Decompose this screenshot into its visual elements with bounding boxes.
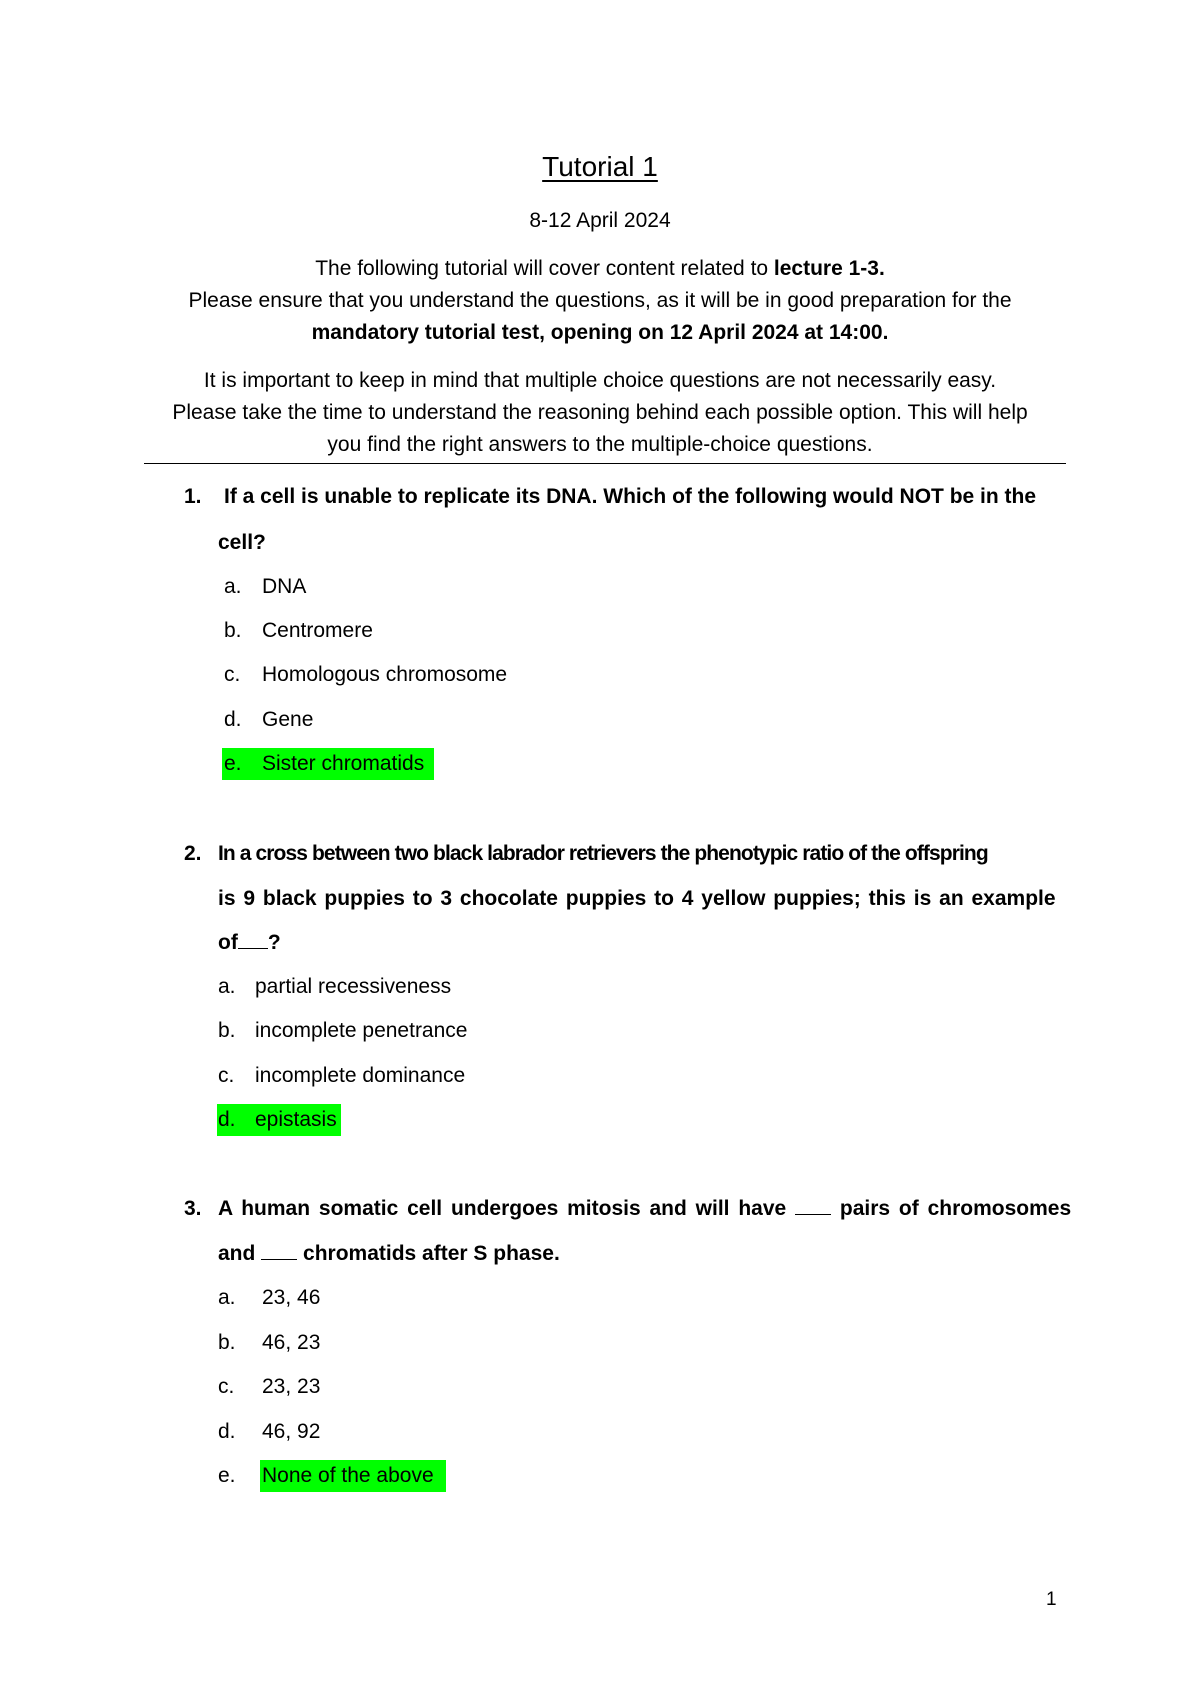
question-2-line-3 xyxy=(218,930,281,956)
question-3-line-1 xyxy=(218,1196,1071,1222)
question-1-line-2: cell? xyxy=(218,531,266,554)
intro-line-1-text: The following tutorial will cover content related to xyxy=(315,257,774,280)
page-number: 1 xyxy=(1046,1589,1057,1610)
title-text: Tutorial 1 xyxy=(542,151,658,182)
question-3-line-1-start: A human somatic cell undergoes mitosis and will have xyxy=(218,1197,787,1220)
question-3-line-2 xyxy=(218,1241,560,1267)
question-2-number: 2. xyxy=(184,842,202,865)
question-3-line-2-end: chromatids after S phase. xyxy=(303,1242,560,1265)
intro-line-1-bold: lecture 1-3. xyxy=(773,257,885,280)
option-text: incomplete penetrance xyxy=(255,1019,468,1042)
option-letter: c. xyxy=(224,663,241,686)
option-letter: e. xyxy=(224,752,242,775)
question-3-line-1-end: pairs of chromosomes xyxy=(839,1197,1072,1220)
blank-underline xyxy=(795,1196,831,1215)
option-text: Sister chromatids xyxy=(262,752,425,775)
question-2-line-1: In a cross between two black labrador retrievers the phenotypic ratio of the offspring xyxy=(218,842,988,865)
note-line-2: Please take the time to understand the reasoning behind each possible option. This will help xyxy=(172,401,1028,424)
option-letter: a. xyxy=(224,575,242,598)
option-letter: b. xyxy=(218,1019,236,1042)
option-letter: c. xyxy=(218,1375,235,1398)
question-2-line-2: is 9 black puppies to 3 chocolate puppies to 4 yellow puppies; this is an example xyxy=(218,887,1056,910)
option-text: Centromere xyxy=(262,619,373,642)
option-letter: e. xyxy=(218,1464,236,1487)
option-text: DNA xyxy=(262,575,307,598)
option-letter: b. xyxy=(224,619,242,642)
option-letter: c. xyxy=(218,1064,235,1087)
option-text: epistasis xyxy=(255,1108,337,1131)
option-text: 46, 92 xyxy=(262,1420,321,1443)
intro-line-2: Please ensure that you understand the questions, as it will be in good preparation for the xyxy=(188,289,1012,312)
option-letter: a. xyxy=(218,975,236,998)
option-letter: a. xyxy=(218,1286,236,1309)
question-2-line-3-start: of xyxy=(218,931,238,954)
blank-underline xyxy=(238,930,268,949)
option-text: Homologous chromosome xyxy=(262,663,508,686)
page-title xyxy=(0,150,1200,184)
question-1-number: 1. xyxy=(184,485,202,508)
intro-line-1 xyxy=(100,256,1100,282)
question-3-number: 3. xyxy=(184,1197,202,1220)
option-letter: d. xyxy=(224,708,242,731)
blank-underline xyxy=(261,1241,297,1260)
option-text: 23, 46 xyxy=(262,1286,321,1309)
question-1-line-1: If a cell is unable to replicate its DNA. Which of the following would NOT be in the xyxy=(224,485,1037,508)
option-letter: d. xyxy=(218,1108,236,1131)
question-3-line-2-start: and xyxy=(218,1242,256,1265)
date-line: 8-12 April 2024 xyxy=(529,209,671,232)
option-letter: b. xyxy=(218,1331,236,1354)
option-letter: d. xyxy=(218,1420,236,1443)
option-text: Gene xyxy=(262,708,314,731)
option-text: None of the above xyxy=(262,1464,434,1487)
option-text: 46, 23 xyxy=(262,1331,321,1354)
option-text: incomplete dominance xyxy=(255,1064,466,1087)
option-text: partial recessiveness xyxy=(255,975,452,998)
option-text: 23, 23 xyxy=(262,1375,321,1398)
header-divider xyxy=(144,463,1066,464)
note-line-1: It is important to keep in mind that multiple choice questions are not necessarily easy. xyxy=(203,369,997,392)
question-2-line-3-end: ? xyxy=(267,931,281,954)
intro-line-3: mandatory tutorial test, opening on 12 April 2024 at 14:00. xyxy=(311,321,889,344)
note-line-3: you find the right answers to the multiple-choice questions. xyxy=(327,433,873,456)
